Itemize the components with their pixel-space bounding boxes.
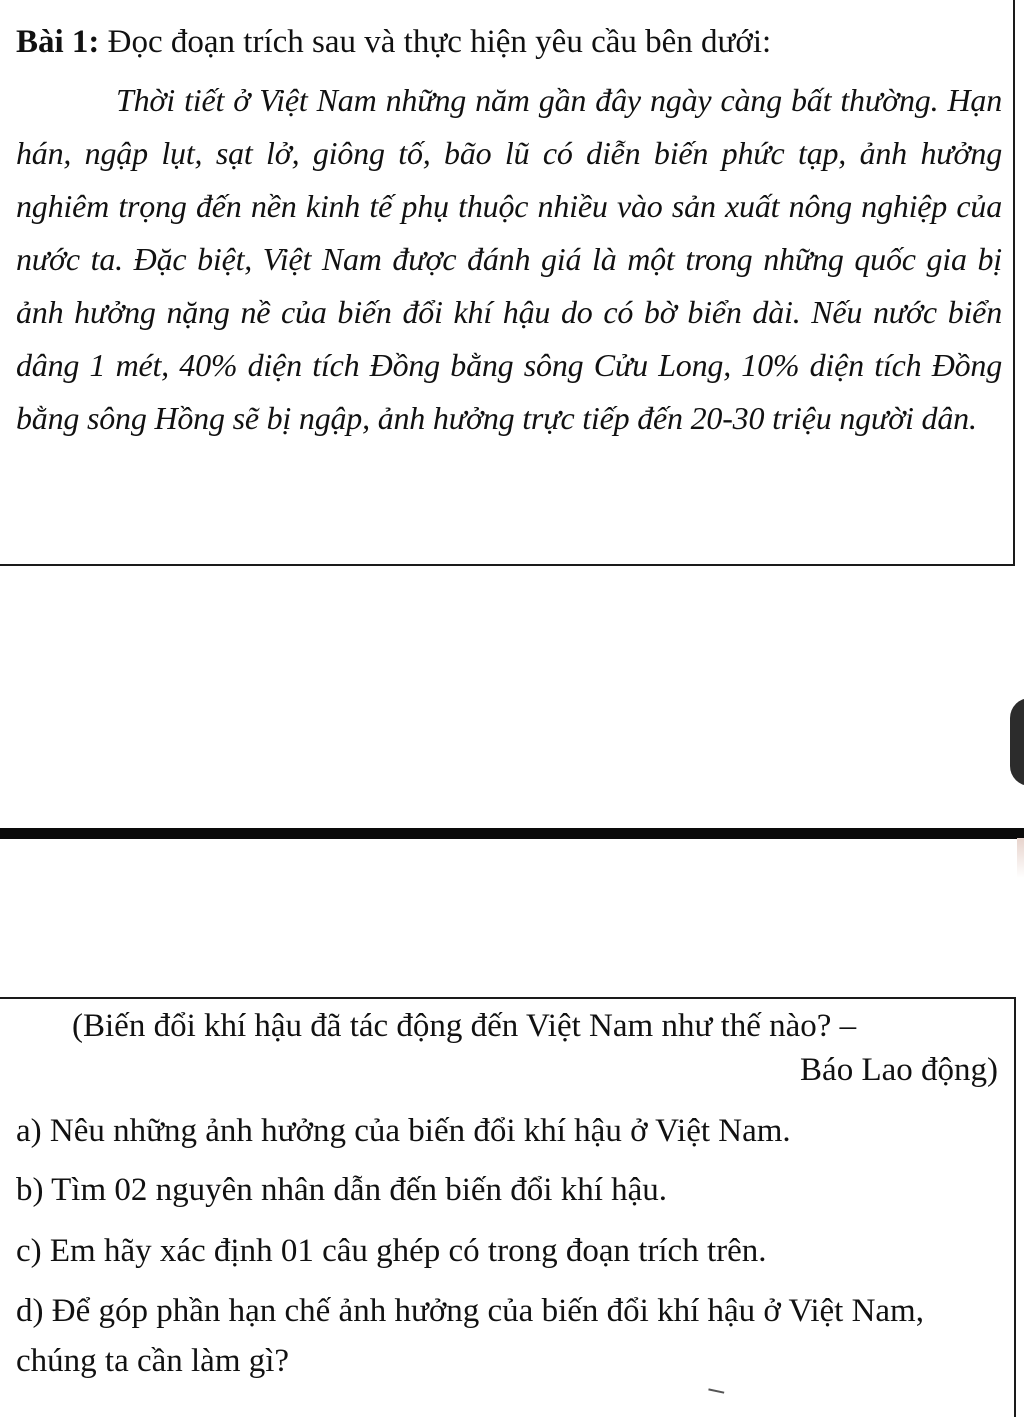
source-citation-line1: (Biến đổi khí hậu đã tác động đến Việt Nam như thế nào? – xyxy=(72,1008,857,1044)
page-divider xyxy=(0,828,1024,839)
question-a: a) Nêu những ảnh hưởng của biến đổi khí hậu ở Việt Nam. xyxy=(16,1113,791,1149)
question-b: b) Tìm 02 nguyên nhân dẫn đến biến đổi khí hậu. xyxy=(16,1172,668,1208)
exercise-instruction: Đọc đoạn trích sau và thực hiện yêu cầu bên dưới: xyxy=(107,24,772,60)
exercise-number: Bài 1: xyxy=(16,24,100,60)
passage-text: Thời tiết ở Việt Nam những năm gần đây ngày càng bất thường. Hạn hán, ngập lụt, sạt lở, giông tố, bão lũ có diễn biến phức tạp, ảnh hưởng nghiêm trọng đến nền kinh tế phụ thuộc nhiều vào sản xuất nông nghiệp của nước ta. Đặc biệt, Việt Nam được đánh giá là một trong những quốc gia bị ảnh hưởng nặng nề của biến đổi khí hậu do có bờ biển dài. Nếu nước biển dâng 1 mét, 40% diện tích Đồng bằng sông Cửu Long, 10% diện tích Đồng bằng sông Hồng sẽ bị ngập, ảnh hưởng trực tiếp đến 20-30 triệu người dân. xyxy=(16,82,1002,436)
scroll-handle[interactable] xyxy=(1010,698,1024,786)
question-d: d) Để góp phần hạn chế ảnh hưởng của biến đổi khí hậu ở Việt Nam, chúng ta cần làm gì? xyxy=(16,1293,924,1379)
source-citation-line2: Báo Lao động) xyxy=(800,1052,998,1088)
exercise-heading xyxy=(16,22,771,62)
edge-shadow xyxy=(1017,838,1024,878)
question-c: c) Em hãy xác định 01 câu ghép có trong đoạn trích trên. xyxy=(16,1233,767,1269)
